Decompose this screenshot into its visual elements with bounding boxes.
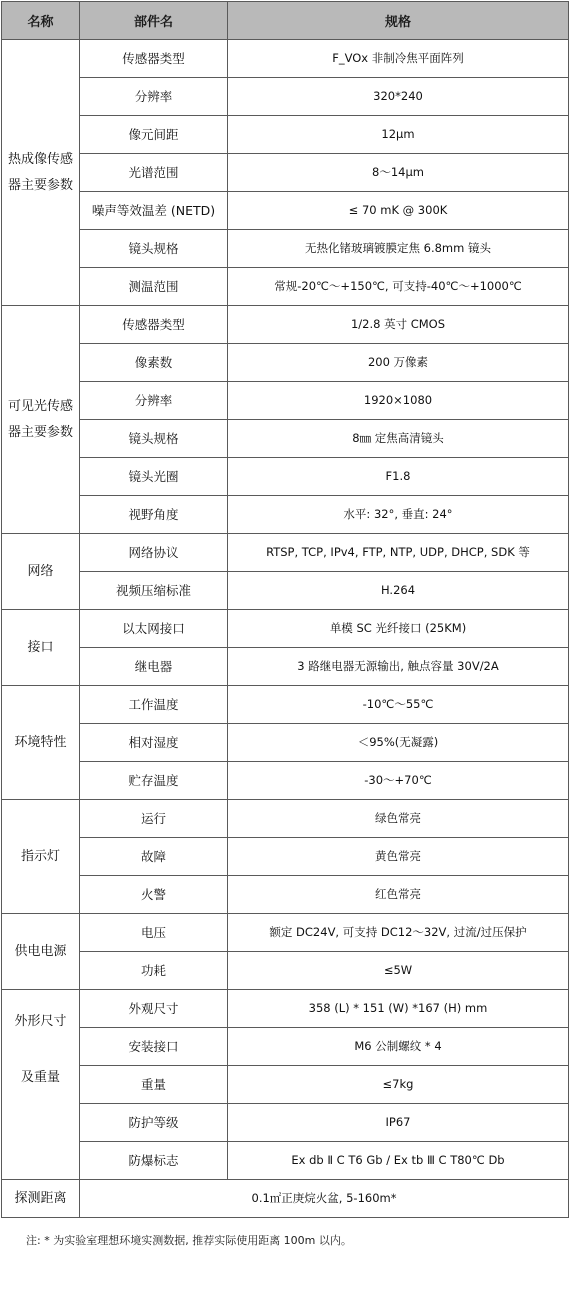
part-cell: 分辨率 <box>80 78 228 116</box>
table-row <box>2 344 569 382</box>
part-cell: 相对湿度 <box>80 724 228 762</box>
part-cell: 外观尺寸 <box>80 990 228 1028</box>
spec-cell: M6 公制螺纹 * 4 <box>228 1028 569 1066</box>
table-row <box>2 420 569 458</box>
spec-cell: F_VOx 非制冷焦平面阵列 <box>228 40 569 78</box>
spec-cell: 320*240 <box>228 78 569 116</box>
part-cell: 安装接口 <box>80 1028 228 1066</box>
spec-cell: 绿色常亮 <box>228 800 569 838</box>
header-name: 名称 <box>2 2 80 40</box>
table-row <box>2 1180 569 1218</box>
part-cell: 防护等级 <box>80 1104 228 1142</box>
part-cell: 分辨率 <box>80 382 228 420</box>
table-row <box>2 116 569 154</box>
spec-cell: 3 路继电器无源输出, 触点容量 30V/2A <box>228 648 569 686</box>
spec-cell: -30～+70℃ <box>228 762 569 800</box>
spec-cell: 常规-20℃～+150℃, 可支持-40℃～+1000℃ <box>228 268 569 306</box>
table-row <box>2 1066 569 1104</box>
table-row <box>2 838 569 876</box>
part-cell: 镜头规格 <box>80 230 228 268</box>
part-cell: 贮存温度 <box>80 762 228 800</box>
table-row <box>2 382 569 420</box>
spec-cell: 单模 SC 光纤接口 (25KM) <box>228 610 569 648</box>
part-cell: 重量 <box>80 1066 228 1104</box>
spec-cell: -10℃～55℃ <box>228 686 569 724</box>
spec-cell: 黄色常亮 <box>228 838 569 876</box>
table-row <box>2 952 569 990</box>
table-row <box>2 762 569 800</box>
group-dimensions-line2: 及重量 <box>20 1069 60 1085</box>
spec-cell: 无热化锗玻璃镀膜定焦 6.8mm 镜头 <box>228 230 569 268</box>
part-cell: 光谱范围 <box>80 154 228 192</box>
header-spec: 规格 <box>228 2 569 40</box>
group-weight <box>2 1066 80 1180</box>
part-cell: 像元间距 <box>80 116 228 154</box>
group-network: 网络 <box>2 534 80 610</box>
table-header-row <box>2 2 569 40</box>
part-cell: 传感器类型 <box>80 306 228 344</box>
table-row <box>2 686 569 724</box>
group-thermal: 热成像传感器主要参数 <box>2 40 80 306</box>
part-cell: 功耗 <box>80 952 228 990</box>
table-row <box>2 572 569 610</box>
spec-cell: IP67 <box>228 1104 569 1142</box>
table-row <box>2 230 569 268</box>
table-row <box>2 154 569 192</box>
header-part: 部件名 <box>80 2 228 40</box>
part-cell: 网络协议 <box>80 534 228 572</box>
spec-cell: ＜95%(无凝露) <box>228 724 569 762</box>
spec-cell: RTSP, TCP, IPv4, FTP, NTP, UDP, DHCP, SDK 等 <box>228 534 569 572</box>
part-cell: 以太网接口 <box>80 610 228 648</box>
table-row <box>2 1028 569 1066</box>
spec-cell: Ex db Ⅱ C T6 Gb / Ex tb Ⅲ C T80℃ Db <box>228 1142 569 1180</box>
footnote: 注: * 为实验室理想环境实测数据, 推荐实际使用距离 100m 以内。 <box>26 1234 352 1247</box>
part-cell: 故障 <box>80 838 228 876</box>
group-dimensions <box>2 990 80 1066</box>
table-row <box>2 990 569 1028</box>
spec-cell: 8㎜ 定焦高清镜头 <box>228 420 569 458</box>
part-cell: 视频压缩标准 <box>80 572 228 610</box>
table-row <box>2 458 569 496</box>
group-environment: 环境特性 <box>2 686 80 800</box>
spec-cell: 200 万像素 <box>228 344 569 382</box>
table-row <box>2 268 569 306</box>
spec-table <box>1 1 569 1218</box>
table-row <box>2 534 569 572</box>
part-cell: 火警 <box>80 876 228 914</box>
part-cell: 测温范围 <box>80 268 228 306</box>
part-cell: 传感器类型 <box>80 40 228 78</box>
table-row <box>2 306 569 344</box>
spec-cell: 1/2.8 英寸 CMOS <box>228 306 569 344</box>
table-row <box>2 496 569 534</box>
group-indicator: 指示灯 <box>2 800 80 914</box>
part-cell: 防爆标志 <box>80 1142 228 1180</box>
spec-cell: 1920×1080 <box>228 382 569 420</box>
spec-cell: 红色常亮 <box>228 876 569 914</box>
part-cell: 镜头规格 <box>80 420 228 458</box>
table-row <box>2 78 569 116</box>
spec-cell: 12μm <box>228 116 569 154</box>
table-row <box>2 1104 569 1142</box>
part-cell: 工作温度 <box>80 686 228 724</box>
spec-cell: ≤7kg <box>228 1066 569 1104</box>
group-power: 供电电源 <box>2 914 80 990</box>
spec-cell: ≤5W <box>228 952 569 990</box>
table-row <box>2 192 569 230</box>
spec-cell: 水平: 32°, 垂直: 24° <box>228 496 569 534</box>
part-cell: 噪声等效温差 (NETD) <box>80 192 228 230</box>
part-cell: 继电器 <box>80 648 228 686</box>
spec-cell: ≤ 70 mK @ 300K <box>228 192 569 230</box>
part-cell: 运行 <box>80 800 228 838</box>
table-row <box>2 610 569 648</box>
table-row <box>2 800 569 838</box>
group-detection: 探测距离 <box>2 1180 80 1218</box>
group-visible: 可见光传感器主要参数 <box>2 306 80 534</box>
table-row <box>2 876 569 914</box>
spec-cell: 8～14μm <box>228 154 569 192</box>
table-row <box>2 648 569 686</box>
table-row <box>2 40 569 78</box>
part-cell: 像素数 <box>80 344 228 382</box>
table-row <box>2 1142 569 1180</box>
group-dimensions-line1: 外形尺寸 <box>14 1014 67 1029</box>
part-cell: 视野角度 <box>80 496 228 534</box>
spec-cell: 0.1㎡正庚烷火盆, 5-160m* <box>80 1180 569 1218</box>
spec-cell: 额定 DC24V, 可支持 DC12～32V, 过流/过压保护 <box>228 914 569 952</box>
part-cell: 电压 <box>80 914 228 952</box>
table-row <box>2 724 569 762</box>
table-row <box>2 914 569 952</box>
group-interface: 接口 <box>2 610 80 686</box>
spec-cell: F1.8 <box>228 458 569 496</box>
spec-cell: 358 (L) * 151 (W) *167 (H) mm <box>228 990 569 1028</box>
spec-cell: H.264 <box>228 572 569 610</box>
part-cell: 镜头光圈 <box>80 458 228 496</box>
